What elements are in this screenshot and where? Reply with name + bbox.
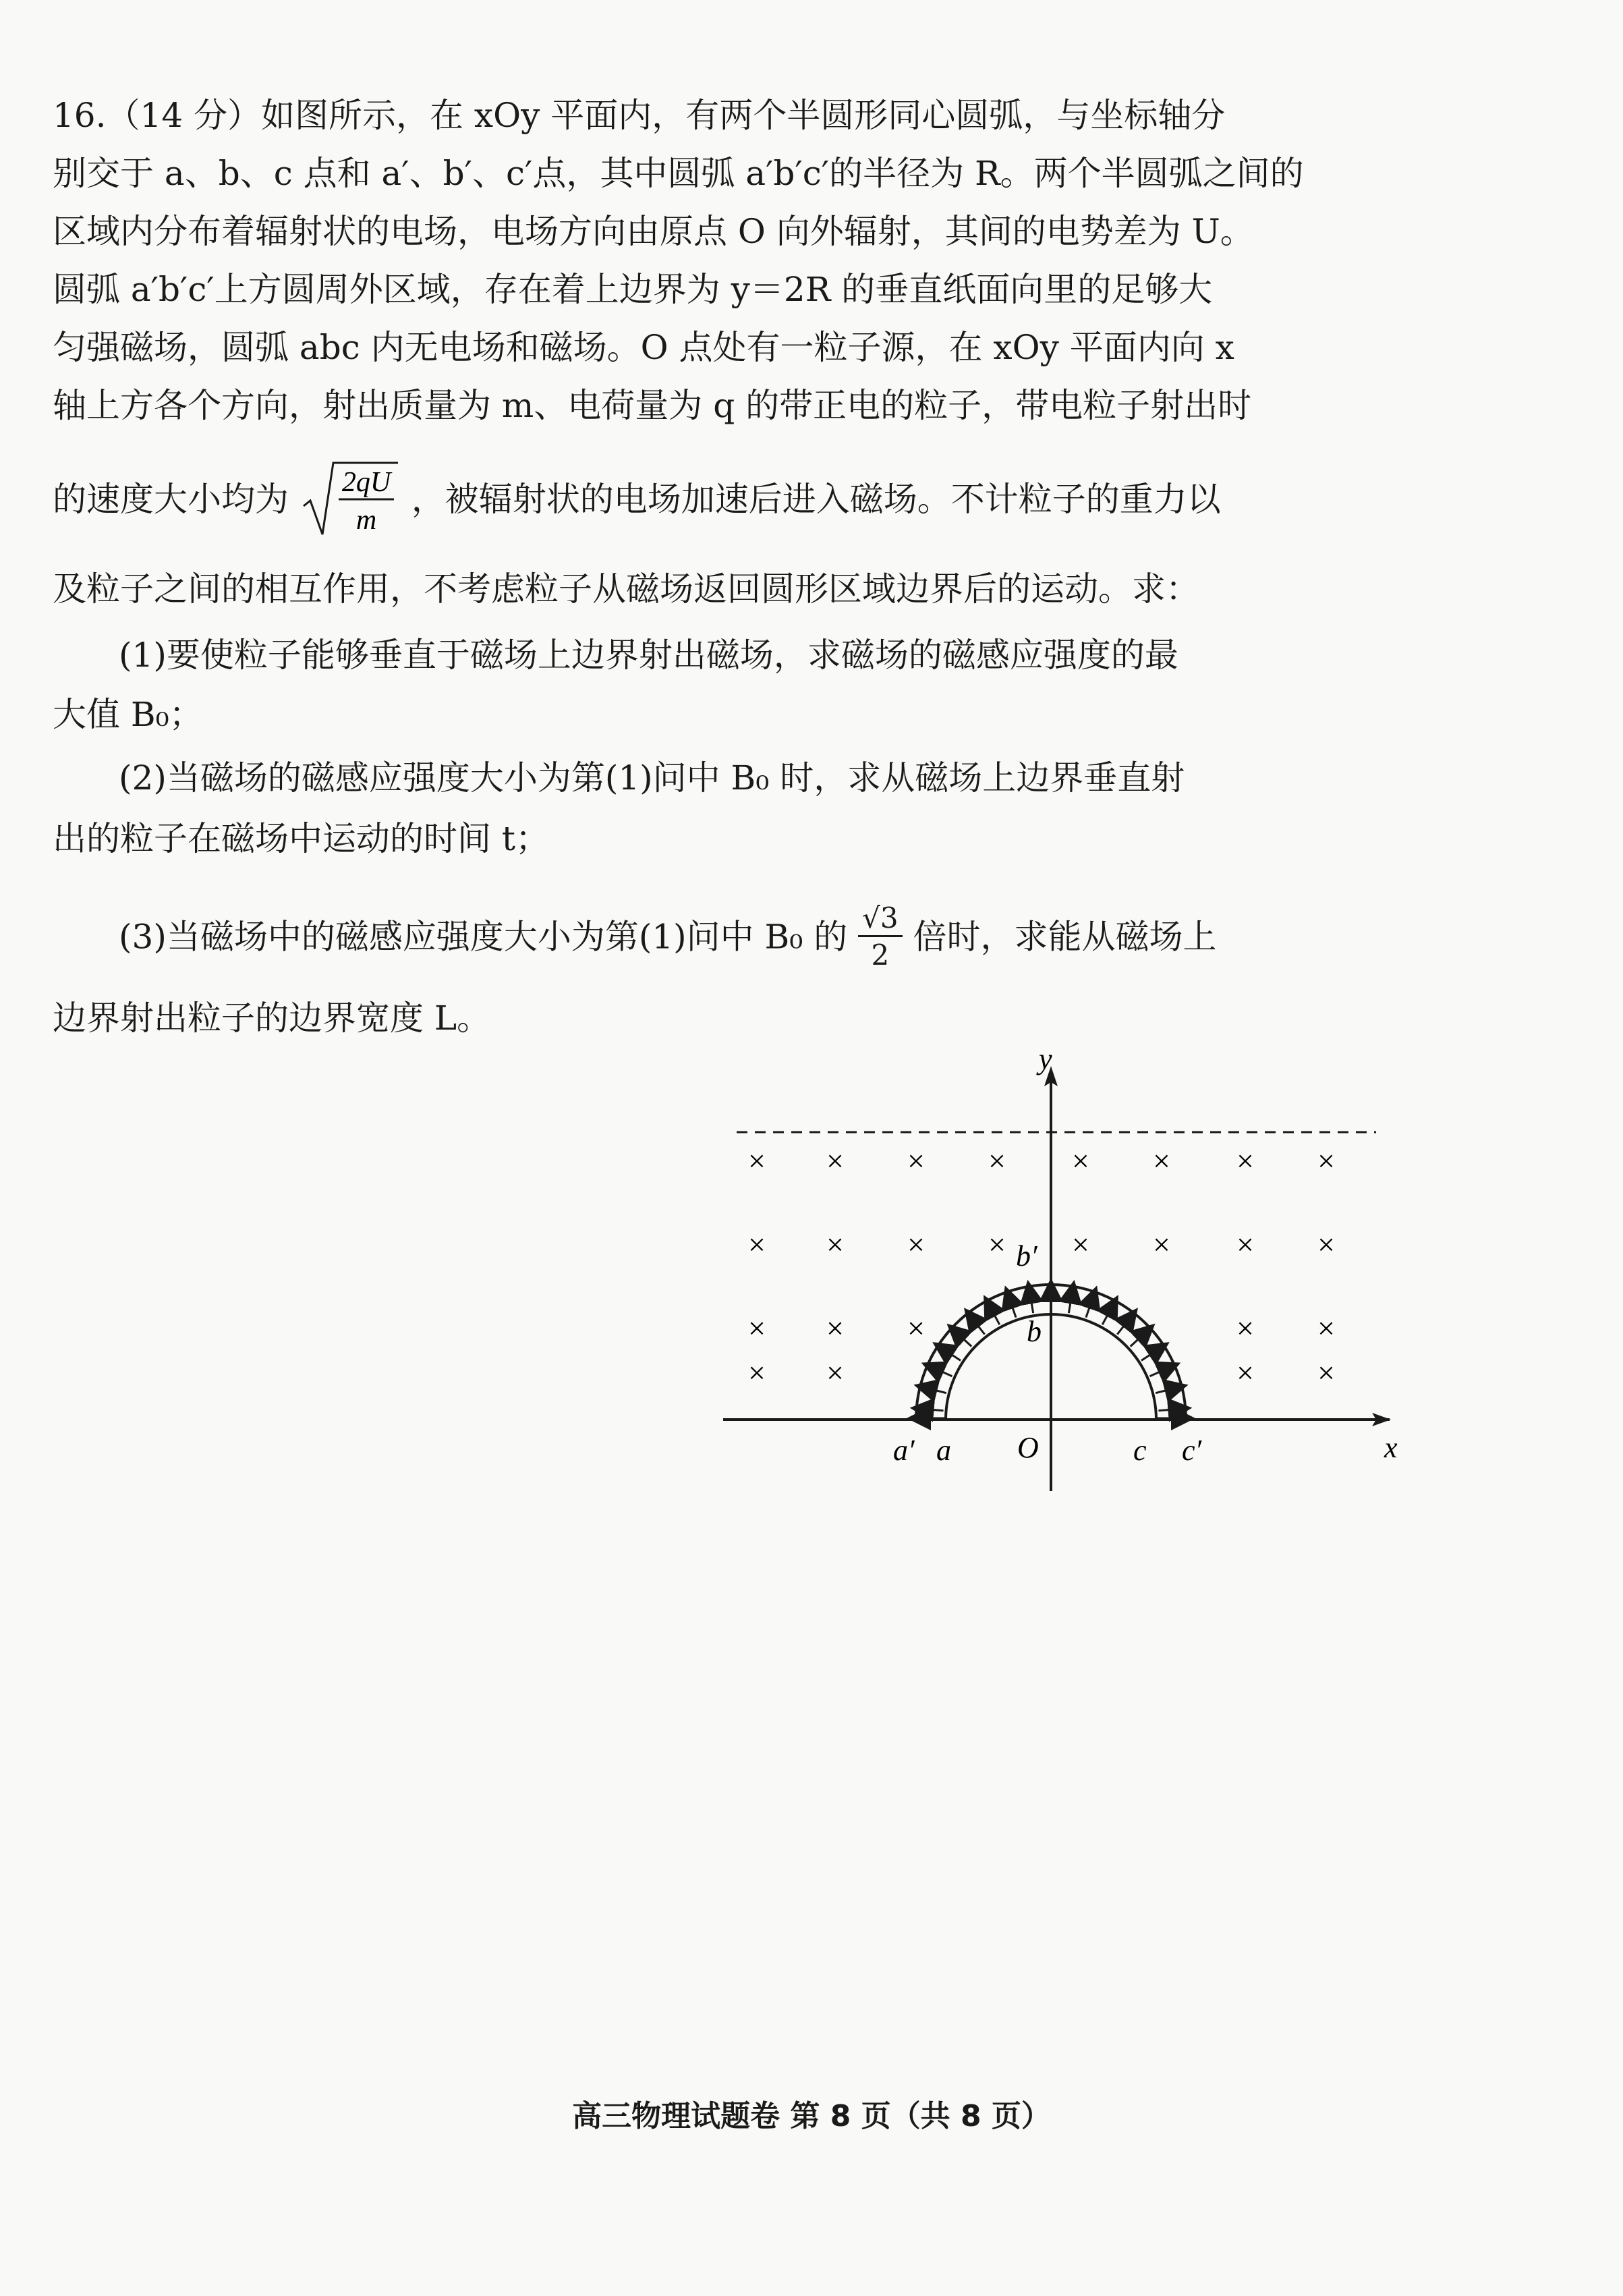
field-arrow <box>1131 1332 1147 1347</box>
part3-fraction-numerator: √3 <box>858 904 902 937</box>
field-cross-mark: × <box>748 1355 766 1390</box>
field-arrow <box>1069 1292 1072 1314</box>
field-arrow <box>1086 1297 1093 1317</box>
field-cross-mark: × <box>1072 1227 1089 1262</box>
field-arrow <box>1029 1292 1033 1314</box>
field-cross-mark: × <box>1236 1227 1254 1262</box>
label-O: O <box>1017 1431 1039 1464</box>
field-arrow <box>990 1306 1000 1324</box>
part3-line-2: 边界射出粒子的边界宽度 L。 <box>53 999 491 1038</box>
field-cross-mark: × <box>1317 1355 1335 1390</box>
label-c: c <box>1133 1434 1147 1467</box>
field-cross-mark: × <box>1236 1311 1254 1345</box>
label-a: a <box>936 1434 951 1467</box>
speed-sqrt-expression <box>300 459 401 540</box>
sqrt-sign-icon <box>300 459 401 540</box>
field-arrow <box>1156 1388 1176 1393</box>
question-line-3: 区域内分布着辐射状的电场，电场方向由原点 O 向外辐射，其间的电势差为 U。 <box>53 212 1254 251</box>
magnetic-field-crosses <box>748 1144 1335 1390</box>
field-arrow <box>971 1317 985 1334</box>
x-axis <box>723 1413 1391 1426</box>
label-x: x <box>1384 1431 1398 1464</box>
field-arrow <box>1158 1409 1180 1411</box>
figure-diagram <box>702 1053 1430 1498</box>
field-cross-mark: × <box>748 1227 766 1262</box>
field-cross-mark: × <box>1153 1144 1170 1178</box>
field-arrow <box>926 1388 946 1393</box>
part3-suffix: 倍时，求能从磁场上 <box>913 917 1217 957</box>
field-arrow <box>1102 1306 1112 1324</box>
question-line-8: 及粒子之间的相互作用，不考虑粒子从磁场返回圆形区域边界后的运动。求： <box>53 569 1199 609</box>
page-footer: 高三物理试题卷 第 8 页（共 8 页） <box>572 2099 1051 2133</box>
question-line-5: 匀强磁场，圆弧 abc 内无电场和磁场。O 点处有一粒子源，在 xOy 平面内向 x <box>53 328 1234 367</box>
field-cross-mark: × <box>1236 1355 1254 1390</box>
field-cross-mark: × <box>1317 1227 1335 1262</box>
field-cross-mark: × <box>907 1227 925 1262</box>
field-cross-mark: × <box>907 1144 925 1178</box>
speed-denominator: m <box>355 505 377 536</box>
speed-prefix: 的速度大小均为 <box>53 480 289 519</box>
question-line-4: 圆弧 a′b′c′上方圆周外区域，存在着上边界为 y＝2R 的垂直纸面向里的足够大 <box>53 270 1213 309</box>
field-cross-mark: × <box>826 1311 844 1345</box>
y-axis <box>1044 1066 1058 1491</box>
field-cross-mark: × <box>1236 1144 1254 1178</box>
field-cross-mark: × <box>1317 1311 1335 1345</box>
part1-line-2: 大值 B₀； <box>53 695 203 734</box>
field-arrow <box>1009 1297 1016 1317</box>
field-arrow <box>922 1409 944 1411</box>
field-cross-mark: × <box>907 1311 925 1345</box>
field-cross-mark: × <box>988 1144 1006 1178</box>
field-cross-mark: × <box>826 1355 844 1390</box>
field-cross-mark: × <box>826 1144 844 1178</box>
field-cross-mark: × <box>826 1227 844 1262</box>
field-cross-mark: × <box>988 1227 1006 1262</box>
field-arrow <box>942 1349 961 1361</box>
part2-line-2: 出的粒子在磁场中运动的时间 t； <box>53 819 549 858</box>
field-arrow <box>932 1368 952 1376</box>
question-line-1: 16.（14 分）如图所示，在 xOy 平面内，有两个半圆形同心圆弧，与坐标轴分 <box>53 96 1226 135</box>
label-b: b <box>1027 1315 1042 1348</box>
speed-numerator: 2qU <box>341 467 391 498</box>
part2-line-1: (2)当磁场的磁感应强度大小为第(1)问中 B₀ 时，求从磁场上边界垂直射 <box>119 758 1185 797</box>
field-cross-mark: × <box>1317 1144 1335 1178</box>
field-cross-mark: × <box>748 1144 766 1178</box>
field-cross-mark: × <box>1153 1227 1170 1262</box>
part3-fraction-denominator: 2 <box>871 939 890 972</box>
label-b-prime: b′ <box>1016 1239 1037 1272</box>
question-line-7 <box>53 459 1402 540</box>
part3-line-1 <box>119 901 1468 972</box>
part1-line-1: (1)要使粒子能够垂直于磁场上边界射出磁场，求磁场的磁感应强度的最 <box>119 636 1178 675</box>
part3-prefix: (3)当磁场中的磁感应强度大小为第(1)问中 B₀ 的 <box>119 917 848 957</box>
question-line-6: 轴上方各个方向，射出质量为 m、电荷量为 q 的带正电的粒子，带电粒子射出时 <box>53 386 1252 425</box>
field-cross-mark: × <box>1072 1144 1089 1178</box>
field-arrow <box>1117 1317 1131 1334</box>
label-y: y <box>1039 1053 1052 1075</box>
question-line-2: 别交于 a、b、c 点和 a′、b′、c′点，其中圆弧 a′b′c′的半径为 R。两个半圆弧之间的 <box>53 154 1304 193</box>
field-arrow <box>956 1332 972 1347</box>
label-a-prime: a′ <box>893 1434 915 1467</box>
field-arrow <box>1141 1349 1160 1361</box>
field-cross-mark: × <box>748 1311 766 1345</box>
part3-fraction <box>858 901 902 972</box>
label-c-prime: c′ <box>1182 1434 1202 1467</box>
field-arrow <box>1150 1368 1170 1376</box>
speed-suffix: ，被辐射状的电场加速后进入磁场。不计粒子的重力以 <box>411 480 1221 519</box>
